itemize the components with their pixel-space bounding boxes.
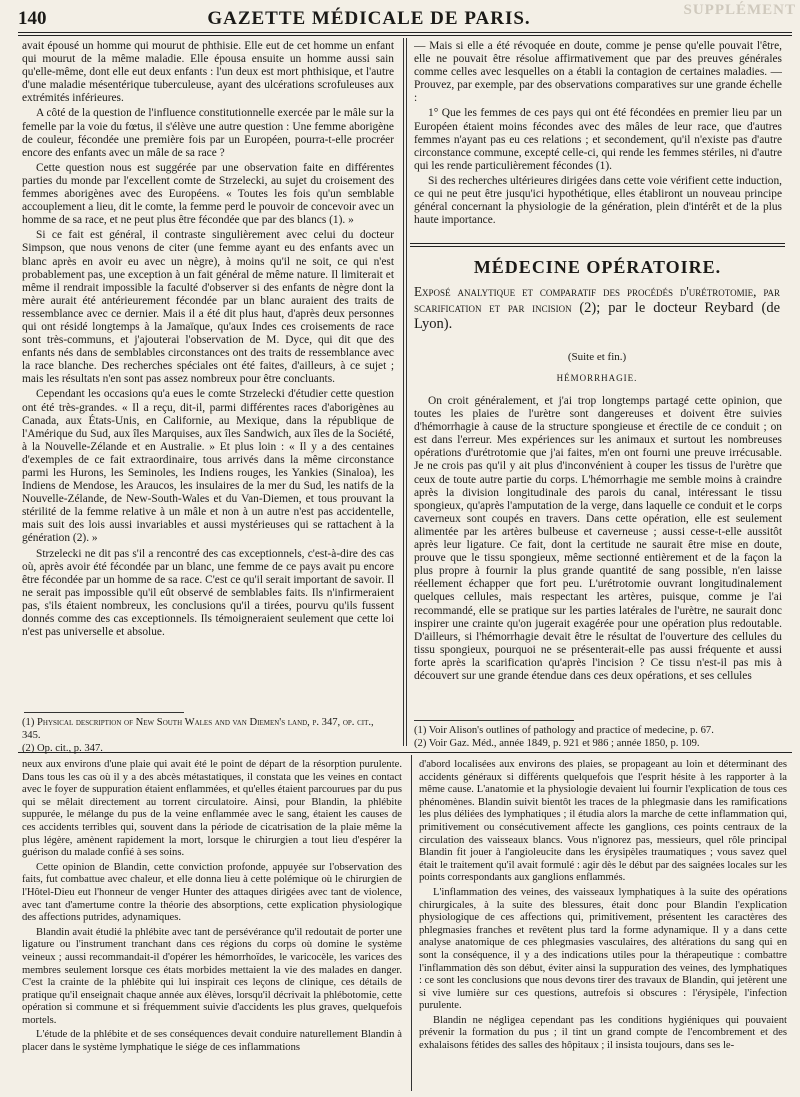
article-title — [414, 284, 780, 332]
paragraph: A côté de la question de l'influence constitutionnelle exercée par le mâle sur la femelle par la voie du fœtus, il s'élève une autre question : Une femme aborigène de couleur, fécondée une première fois par un Européen, pourra-t-elle procréer encore des enfants avec un mâle de sa race ? — [22, 107, 394, 159]
feuilleton-rule — [18, 752, 792, 753]
left-column — [22, 40, 394, 712]
column-divider — [403, 38, 404, 746]
author-name: Reybard (de Lyon). — [414, 300, 781, 332]
journal-title: GAZETTE MÉDICALE DE PARIS. — [207, 8, 531, 29]
page-number: 140 — [18, 8, 47, 29]
paragraph: L'inflammation des veines, des vaisseaux lymphatiques à la suite des opérations chirurgicales, à la suite des blessures, était donc pour Blandin l'explication physiologique de ces affections qui, primitivement, présentent les caractères des phlegmasies franches et revêtent plus tard la forme adynamique. Il y a dans cette analyse anatomique de ces phlegmasies vasculaires, des altérations du sang qui en sont la conséquence, il y a des indications utiles pour la thérapeutique : combattre l'inflammation dès son début, éviter ainsi la suppuration des veines, des lymphatiques : ce sont les conclusions que nous devons tirer des travaux de Blandin, qui jetèrent une si vive lumière sur ces questions, autrefois si obscures : l'érysipèle, l'infection purulente. — [419, 886, 787, 1012]
section-title: MÉDECINE OPÉRATOIRE. — [473, 257, 722, 277]
footnote: (2) Voir Gaz. Méd., année 1849, p. 921 et 986 ; année 1850, p. 109. — [414, 738, 700, 749]
paragraph: neux aux environs d'une plaie qui avait été le point de départ de la résorption purulente. Dans tous les cas où il y a des abcès métastatiques, il constata que les veines en contact avec le foyer de suppuration étaient enflammées, et qu'elles étaient parcourues par du pus qui se mêlait directement au torrent circulatoire. Ainsi, pour Blandin, la phlébite suppurée, le mélange du pus de la veine enflammée avec le sang, étaient les causes de ces accidents terribles qui, souvent dans la période de cicatrisation de la plaie même la plus légère, amènent rapidement la mort, lorsque le chirurgien a tout lieu d'espérer la guérison du malade confié à ses soins. — [22, 759, 402, 859]
continuation-note: (Suite et fin.) — [567, 351, 627, 363]
bottom-left-column — [22, 759, 402, 1093]
section-rule — [410, 243, 785, 244]
header-rule — [18, 32, 792, 33]
left-footnotes — [22, 716, 394, 755]
paragraph: 1° Que les femmes de ces pays qui ont été fécondées en premier lieu par un Européen étaient moins fécondes avec des mâles de leur race, que d'autres femmes n'ayant pas eu ces relations ; et secondement, qu'il n'existe pas d'autre circonstance commune, excepté celle-ci, qui rende les femmes stériles, ni d'autre qui les rende particulièrement fécondes (1). — [414, 107, 782, 172]
bleed-through-header: SUPPLÉMENT — [683, 2, 796, 18]
header-rule-thin — [18, 35, 792, 36]
article-body — [414, 395, 782, 735]
section-rule-thin — [410, 246, 785, 247]
author-prefix: ; par le docteur — [596, 300, 697, 316]
paragraph: avait épousé un homme qui mourut de phthisie. Elle eut de cet homme un enfant qui mourut de la même maladie. Elle épousa ensuite un homme aussi sain qu'elle-même, dont elle eut deux enfants : l'un deux est mort phthisique, et l'autre d'une maladie mésentérique tuberculeuse, ayant des ulcérations scrofuleuses aux extrémités inférieures. — [22, 40, 394, 105]
footnote: (1) Physical description of New South Wales and van Diemen's land, p. 347, op. cit., 345. — [22, 717, 374, 741]
right-footnotes — [414, 724, 782, 750]
footnote-rule — [414, 720, 574, 721]
right-column-top — [414, 40, 782, 240]
subheading: HÉMORRHAGIE. — [556, 373, 638, 383]
paragraph: Cette opinion de Blandin, cette conviction profonde, appuyée sur l'observation des faits, fut combattue avec chaleur, et elle donna lieu à cette polémique où le chirurgien de l'Hôtel-Dieu eut l'honneur de venger Hunter des attaques dirigées avec tant de violence, avec tant d'amertume contre la théorie des absorptions, cette explication physiologique des affections putrides, adynamiques. — [22, 861, 402, 924]
paragraph: Cette question nous est suggérée par une observation faite en différentes parties du monde par l'excellent comte de Strzelecki, au sujet du croisement des femmes aborigènes avec des Européens. « Toutes les fois qu'un semblable accouplement a lieu, dit le comte, la femme perd le pouvoir de concevoir avec un homme de sa race, et ne peut plus être fécondée que par des blancs (1). » — [22, 161, 394, 227]
footnote-ref: (2) — [579, 300, 597, 316]
footnote: (2) Op. cit., p. 347. — [22, 743, 103, 754]
footnote: (1) Voir Alison's outlines of pathology and practice of medecine, p. 67. — [414, 725, 714, 736]
paragraph: Strzelecki ne dit pas s'il a rencontré des cas exceptionnels, c'est-à-dire des cas où, après avoir été fécondée par un blanc, une femme de ce pays avait pu encore être fécondée par un homme de sa race. C'est ce qu'il serait important de savoir. Il ne serait pas impossible qu'il eût observé de semblables faits. Ils n'infirmeraient pas, s'ils étaient nombreux, les conclusions qu'il a tirées, pourvu qu'ils fussent donnés comme des cas exceptionnels. Ils témoigneraient seulement que cette loi n'est pas universelle et absolue. — [22, 547, 394, 639]
paragraph: Cependant les occasions qu'a eues le comte Strzelecki d'étudier cette question ont été très-grandes. « Il a reçu, dit-il, parmi différentes races d'aborigènes au Canada, aux États-Unis, en Californie, au Mexique, dans la république de l'Amérique du Sud, aux îles Marquises, aux îles Sandwich, aux îles de la Société, à la Nouvelle-Zélande et en Australie. » Et plus loin : « Il y a des centaines d'exemples de ce fait extraordinaire, tous arrivés dans la même circonstance parmi les Hurons, les Seminoles, les Indiens rouges, les Yankies (Sinaloa), les Indiens de Mendose, les Araucos, les insulaires de la mer du Sud, les natifs de la Nouvelle-Zélande, de New-South-Wales et du Van-Diemen, et tous prouvant la stérilité de la femme relative à un mâle et non à un autre n'est pas accidentelle, mais suit des lois aussi invariables et aussi mystérieuses qui se rattachent à la génération (2). » — [22, 388, 394, 545]
running-header — [18, 6, 790, 30]
column-divider-double — [406, 38, 407, 746]
paragraph: L'étude de la phlébite et de ses conséquences devait conduire naturellement Blandin à placer dans le système lymphatique le siége de ces inflammations — [22, 1029, 402, 1054]
paragraph: — Mais si elle a été révoquée en doute, comme je pense qu'elle pouvait l'être, elle ne pouvait être résolue affirmativement que par des preuves générales comme celles avec lesquelles on a établi la contagion de certaines maladies. — Prouvez, par exemple, par des observations comparatives sur une grande échelle : — [414, 40, 782, 105]
paragraph: Si ce fait est général, il contraste singulièrement avec celui du docteur Simpson, que nous venons de citer (une femme ayant eu des enfants avec un blanc après en avoir eu avec un nègre), à moins qu'il ne soit, ce qui n'est probablement pas, une exception à un fait général de même nature. Il limiterait et même il rendrait impossible la faculté d'observer si des enfants de nègre dont la mère aurait été antérieurement fécondée par un blanc auraient des traits de ressemblance avec ce dernier. Mais il a été dit plus haut, d'après deux personnes qui ont résidé longtemps à la Jamaïque, qu'aux Indes ces croisements de race sont très-communs, et j'ajouterai l'observation de M. Dyce, qui dit que des enfants nés dans de semblables circonstances ont des traits de ressemblance avec la race blanche. Des recherches spéciales ont été faites, d'ailleurs, à ce sujet ; mais les résultats n'en sont pas assez nombreux pour être concluants. — [22, 229, 394, 386]
bottom-right-column — [419, 759, 787, 1093]
article-title-text: Exposé analytique et comparatif des procédés d'urétrotomie, par scarification et par incision — [414, 284, 780, 315]
paragraph: Blandin ne négligea cependant pas les conditions hygiéniques qui pouvaient prévenir la formation du pus ; il tint un grand compte de l'encombrement et des exhalaisons fétides des salles des hôpitaux ; il insista toujours, dans ses le- — [419, 1014, 787, 1052]
paragraph: On croit généralement, et j'ai trop longtemps partagé cette opinion, que toutes les plaies de l'urètre sont dangereuses et doivent être suivies d'hémorrhagie à cause de la structure spongieuse et érectile de ce conduit ; on est dans l'erreur. Mes expériences sur les animaux et surtout les nombreuses opérations d'urétrotomie que j'ai faites, m'en ont fourni une preuve irrécusable. Je ne crois pas qu'il y ait plus d'inconvénient à couper les tissus de l'urètre que ceux de toute autre partie du corps. L'hémorrhagie me semble moins à craindre après la division longitudinale des parois du canal, intéressant le tissu spongieux, qu'après l'amputation de la verge, dans laquelle ce conduit et le corps caverneux sont coupés en travers. Dans cette opération, elle est seulement alimentée par les artères bulbeuse et caverneuse ; aussi cesse-t-elle aussitôt après leur ligature. Ce fait, dont la certitude ne saurait être mise en doute, prouve que le tissu spongieux, même sectionné entièrement et de la façon la plus propre à fournir la plus grande quantité de sang possible, n'en laisse réellement échapper que fort peu. L'urétrotomie ouvrant longitudinalement quelques cellules, mais respectant les artères, puisque, comme je l'ai recommandé, elle se pratique sur les parties latérales de l'urètre, ne saurait donc inspirer une crainte qu'on jugerait exagérée pour une opération plus redoutable. D'ailleurs, si l'hémorrhagie devait être le résultat de l'ouverture des cellules du tissu spongieux, pourquoi ne se présenterait-elle pas aussi fréquente et aussi forte après la scarification qu'après l'incision ? Ce tissu n'est-il pas mis à découvert sur une grande étendue dans ces deux opérations, et ses cellules — [414, 395, 782, 682]
paragraph: Blandin avait étudié la phlébite avec tant de persévérance qu'il redoutait de porter une ligature ou l'instrument tranchant dans ces régions du corps où domine le système veineux ; aussi recommandait-il d'opérer les hémorrhoïdes, le varicocèle, les varices des membres seulement lorsque ces états morbides mettaient la vie des malades en danger. C'est la crainte de la phlébite qui lui inspirait ces leçons de clinique, ces détails de pratique qu'il enseignait chaque année aux élèves, lorsqu'il décrivait la phlébotomie, cette opération si commune et si fréquemment suivie d'accidents les plus graves, quelquefois mortels. — [22, 926, 402, 1026]
paragraph: Si des recherches ultérieures dirigées dans cette voie vérifient cette induction, ce qui ne peut être jusqu'ici hypothétique, elles établiront un nouveau principe général concernant la physiologie de la génération, plein d'intérêt et de la plus haute importance. — [414, 174, 782, 227]
bottom-column-divider — [411, 755, 412, 1091]
paragraph: d'abord localisées aux environs des plaies, se propageant au loin et déterminant des accidents généraux si différents quelquefois que l'esprit hésite à les rapporter à la même cause. L'anatomie et la physiologie devaient lui fournir l'explication de tous ces phénomènes. Blandin suivit bientôt les traces de la phlegmasie dans les ramifications les plus déliées des lymphatiques ; il étudia alors la marche de cette inflammation qui, primitivement ou consécutivement affecte les ganglions, ces points centraux de la circulation des vaisseaux blancs. Vous n'ignorez pas, messieurs, quel rôle principal Blandin fit jouer à l'angioleucite dans les érysipèles traumatiques ; vous savez quel était le traitement qu'il avait formulé : agir dès le début par des saignées locales sur les points correspondants aux ganglions enflammés. — [419, 759, 787, 884]
footnote-rule — [24, 712, 184, 713]
